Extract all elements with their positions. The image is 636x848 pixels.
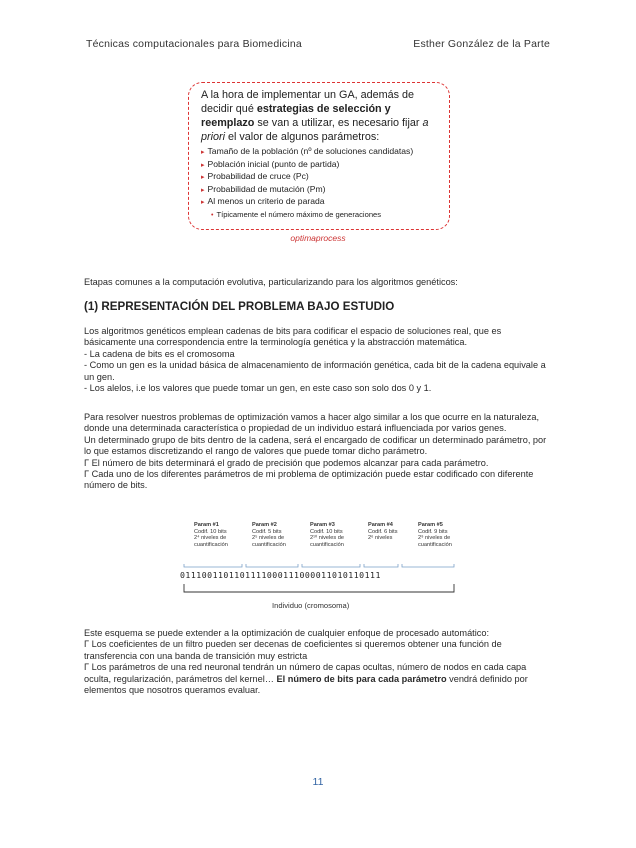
- param-title: Param #3: [310, 522, 335, 528]
- param-title: Param #5: [418, 522, 443, 528]
- callout-intro-text: A la hora de implementar un GA, además de decidir qué: [201, 89, 415, 115]
- callout-item: ▸ Al menos un criterio de parada: [201, 196, 441, 209]
- bracket-param-2: [246, 564, 298, 567]
- param-line: cuantificación: [310, 541, 344, 548]
- section-heading: (1) REPRESENTACIÓN DEL PROBLEMA BAJO ESTUDIO: [84, 300, 395, 313]
- chromosome-diagram: [180, 520, 460, 615]
- paragraph-line: - La cadena de bits es el cromosoma: [84, 348, 235, 359]
- parameter-group-brackets: [184, 564, 454, 567]
- intro-text: Etapas comunes a la computación evolutiva, particularizando para los algoritmos genéticos:: [84, 277, 458, 287]
- paragraph-line: Un determinado grupo de bits dentro de la cadena, será el encargado de codificar un determinado parámetro, por lo que estamos discretizando el rango de valores que puede tomar dicho parámetro.: [84, 434, 547, 457]
- param-line: 2¹⁰ niveles de: [310, 535, 344, 541]
- paragraph-line: Los algoritmos genéticos emplean cadenas de bits para codificar el espacio de soluciones real, que es básicamente una correspondencia entre la terminología genética y la abstracción matemática.: [84, 326, 502, 348]
- callout-caption: optimaprocess: [290, 233, 346, 243]
- ga-parameters-callout: [188, 82, 450, 230]
- bracket-param-4: [364, 564, 398, 567]
- param-line: Codif. 6 bits: [368, 528, 398, 535]
- param-title: Param #4: [368, 522, 393, 528]
- bracket-param-5: [402, 564, 454, 567]
- page-number: 11: [312, 776, 324, 788]
- paragraph-text: Γ Los parámetros de una red neuronal tendrán un número de capas ocultas, número de nodos en cada capa oculta, regularización, parámetros del kernel…: [84, 662, 527, 684]
- chromosome-label: Individuo (cromosoma): [272, 601, 350, 610]
- param-line: cuantificación: [418, 541, 452, 548]
- param-line: Codif. 5 bits: [252, 528, 282, 535]
- paragraph-bold-text: El número de bits para cada parámetro: [276, 673, 447, 684]
- param-line: 2⁴ niveles de: [194, 535, 227, 541]
- param-title: Param #2: [252, 522, 277, 528]
- param-line: cuantificación: [194, 541, 228, 548]
- chromosome-bracket: [184, 584, 454, 592]
- callout-subitem: • Típicamente el número máximo de generaciones: [201, 209, 441, 222]
- callout-intro-bold: estrategias de selección y reemplazo: [201, 103, 391, 129]
- callout-intro: [201, 88, 441, 144]
- paragraph-text-end: vendrá definido por elementos que nosotros queramos evaluar.: [84, 673, 528, 696]
- param-line: 2⁶ niveles: [368, 535, 393, 541]
- param-line: Codif. 10 bits: [310, 528, 343, 535]
- param-line: 2⁹ niveles de: [418, 535, 451, 541]
- paragraph-line: - Como un gen es la unidad básica de almacenamiento de información genética, cada bit de la cadena equivale a un gen.: [84, 360, 546, 382]
- callout-parameter-list: [201, 146, 441, 222]
- callout-intro-italic: a priori: [201, 117, 429, 143]
- paragraph-line: Para resolver nuestros problemas de optimización vamos a hacer algo similar a los que ocurre en la naturaleza, donde una determinada característica o propiedad de un individuo estará influenciada por varios genes.: [84, 412, 540, 434]
- paragraph-line: Γ El número de bits determinará el grado de precisión que podemos alcanzar para cada parámetro.: [84, 457, 489, 468]
- page-header: [86, 38, 550, 50]
- param-line: 2⁵ niveles de: [252, 535, 285, 541]
- param-line: Codif. 9 bits: [418, 528, 448, 535]
- callout-item: ▸ Probabilidad de cruce (Pc): [201, 171, 441, 184]
- bit-string: 0111001101101111000111000011010110111: [180, 570, 381, 580]
- paragraph-line: Γ Cada uno de los diferentes parámetros de mi problema de optimización puede estar codificado con diferente número de bits.: [84, 469, 534, 491]
- param-line: Codif. 10 bits: [194, 528, 227, 535]
- bracket-param-3: [302, 564, 360, 567]
- callout-intro-text-2: se van a utilizar, es necesario fijar: [254, 117, 423, 129]
- callout-intro-text-3: el valor de algunos parámetros:: [225, 131, 380, 143]
- paragraph-line: Γ Los coeficientes de un filtro pueden ser decenas de coeficientes si queremos obtener una función de transferencia con una banda de transición muy estricta: [84, 639, 502, 661]
- paragraph-optimization: [84, 412, 554, 492]
- paragraph-line-neural-network: [84, 662, 554, 696]
- callout-item: ▸ Población inicial (punto de partida): [201, 159, 441, 172]
- param-line: cuantificación: [252, 541, 286, 548]
- paragraph-line: Este esquema se puede extender a la optimización de cualquier enfoque de procesado automático:: [84, 628, 490, 638]
- bracket-param-1: [184, 564, 242, 567]
- paragraph-line: - Los alelos, i.e los valores que puede tomar un gen, en este caso son solo dos 0 y 1.: [84, 383, 432, 394]
- header-course-title: Técnicas computacionales para Biomedicina: [86, 38, 302, 50]
- callout-item: ▸ Probabilidad de mutación (Pm): [201, 184, 441, 197]
- paragraph-bits-representation: [84, 326, 554, 394]
- paragraph-extension: [84, 628, 554, 696]
- header-author: Esther González de la Parte: [413, 38, 550, 50]
- callout-item: ▸ Tamaño de la población (nº de soluciones candidatas): [201, 146, 441, 159]
- param-title: Param #1: [194, 522, 219, 528]
